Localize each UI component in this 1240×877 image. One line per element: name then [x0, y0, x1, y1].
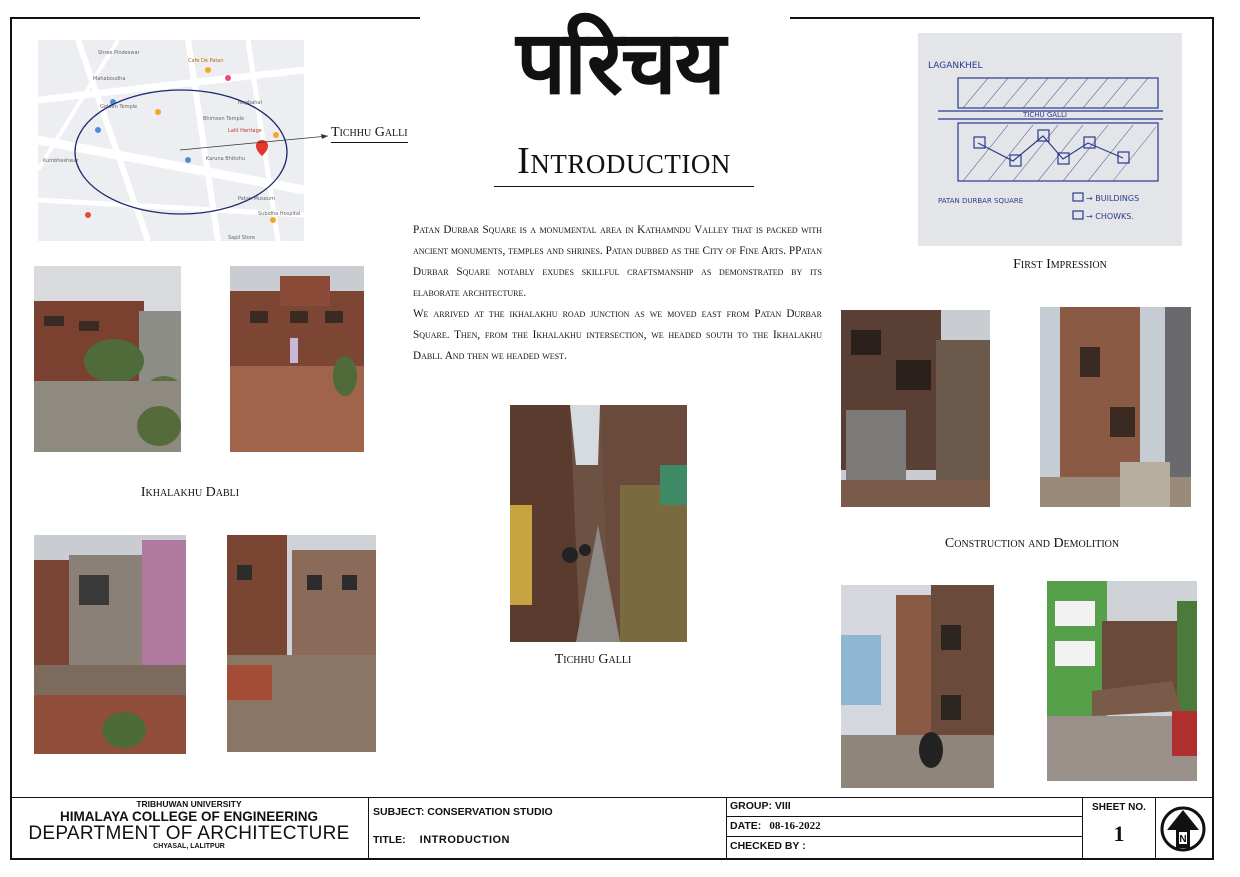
checked-by-label: CHECKED BY :: [730, 840, 806, 852]
construction-photo-4: [1047, 581, 1197, 781]
first-impression-sketch: [918, 33, 1182, 246]
title-label: TITLE:: [373, 834, 406, 846]
north-arrow-icon: [1156, 798, 1213, 859]
map-place-label: Mahaboudha: [93, 76, 126, 82]
map-place-label: Subidha Hospital: [258, 211, 301, 217]
title-devanagari: परिचय: [516, 11, 724, 114]
sheet-number-cell: [1082, 798, 1155, 859]
ikhalakhu-photo-1: [34, 266, 181, 452]
date-label: DATE:: [730, 820, 762, 832]
sketch-legend-chowks: → CHOWKS.: [1086, 212, 1134, 221]
map-place-label: Bhimsen Temple: [203, 116, 245, 122]
map-place-label: Patan Museum: [238, 196, 275, 202]
map-place-label: Sapil Store: [228, 235, 255, 241]
subject-label: SUBJECT: CONSERVATION STUDIO: [373, 806, 553, 818]
caption-first-impression: First Impression: [1013, 257, 1107, 272]
north-cell: [1155, 798, 1212, 859]
sketch-legend-buildings: → BUILDINGS: [1086, 194, 1140, 203]
caption-tichhu: Tichhu Galli: [554, 652, 632, 667]
college-location: CHYASAL, LALITPUR: [153, 843, 225, 850]
group-label: GROUP: VIII: [730, 800, 791, 812]
map-place-label: Golden Temple: [100, 104, 138, 110]
map-place-label: Karuna Bhikshu: [206, 156, 246, 162]
ikhalakhu-photo-2: [230, 266, 364, 452]
construction-photo-2: [1040, 307, 1191, 507]
title-english: Introduction: [494, 138, 754, 187]
map-label: Tichhu Galli: [331, 125, 408, 143]
title-value: INTRODUCTION: [419, 834, 510, 846]
map-pointer-arrow: [180, 128, 330, 152]
map-place-label: Cafe De Patan: [188, 58, 224, 64]
map-place-label: Shree Pindeswar: [98, 50, 140, 56]
university-name: TRIBHUWAN UNIVERSITY: [136, 799, 242, 809]
ikhalakhu-photo-4: [227, 535, 376, 752]
construction-photo-3: [841, 585, 994, 788]
map-place-label: Kumbheshwar: [43, 158, 79, 164]
tichhu-galli-photo: [510, 405, 687, 642]
date-value: 08-16-2022: [769, 820, 821, 832]
institution-block: [10, 798, 368, 859]
sketch-label-street: TICHU GALLI: [1023, 111, 1067, 119]
intro-paragraph-1: Patan Durbar Square is a monumental area in Kathamndu Valley that is packed with ancient monuments, temples and shrines. Patan dubbed as the City of Fine Arts. PPatan Durbar Square notably exudes skillful craftsmanship as demonstrated by its elaborate architecture.: [413, 224, 822, 299]
department-name: DEPARTMENT OF ARCHITECTURE: [28, 823, 350, 844]
group-cell: [726, 798, 1082, 859]
construction-photo-1: [841, 310, 990, 507]
north-letter: N: [1179, 834, 1187, 845]
caption-ikhalakhu: Ikhalakhu Dabli: [140, 485, 240, 500]
sheet-number-label: SHEET NO.: [1092, 802, 1146, 813]
ikhalakhu-photo-3: [34, 535, 186, 754]
subject-cell: [368, 798, 726, 859]
intro-paragraph-2: We arrived at the ikhalakhu road junction as we moved east from Patan Durbar Square. Then, from the Ikhalakhu intersection, we headed south to the Ikhalakhu Dabli. And then we headed west.: [413, 308, 822, 362]
sheet-number-value: 1: [1113, 821, 1125, 846]
sketch-label-top: LAGANKHEL: [928, 61, 983, 71]
map-place-label: Nagbahal: [238, 100, 262, 106]
caption-construction: Construction and Demolition: [944, 536, 1120, 551]
intro-text: [413, 220, 822, 367]
sketch-label-bottom: PATAN DURBAR SQUARE: [938, 197, 1024, 205]
map-place-label: Lalit Heritage: [228, 128, 262, 134]
college-name: HIMALAYA COLLEGE OF ENGINEERING: [59, 809, 319, 824]
title-block: [10, 797, 1214, 860]
